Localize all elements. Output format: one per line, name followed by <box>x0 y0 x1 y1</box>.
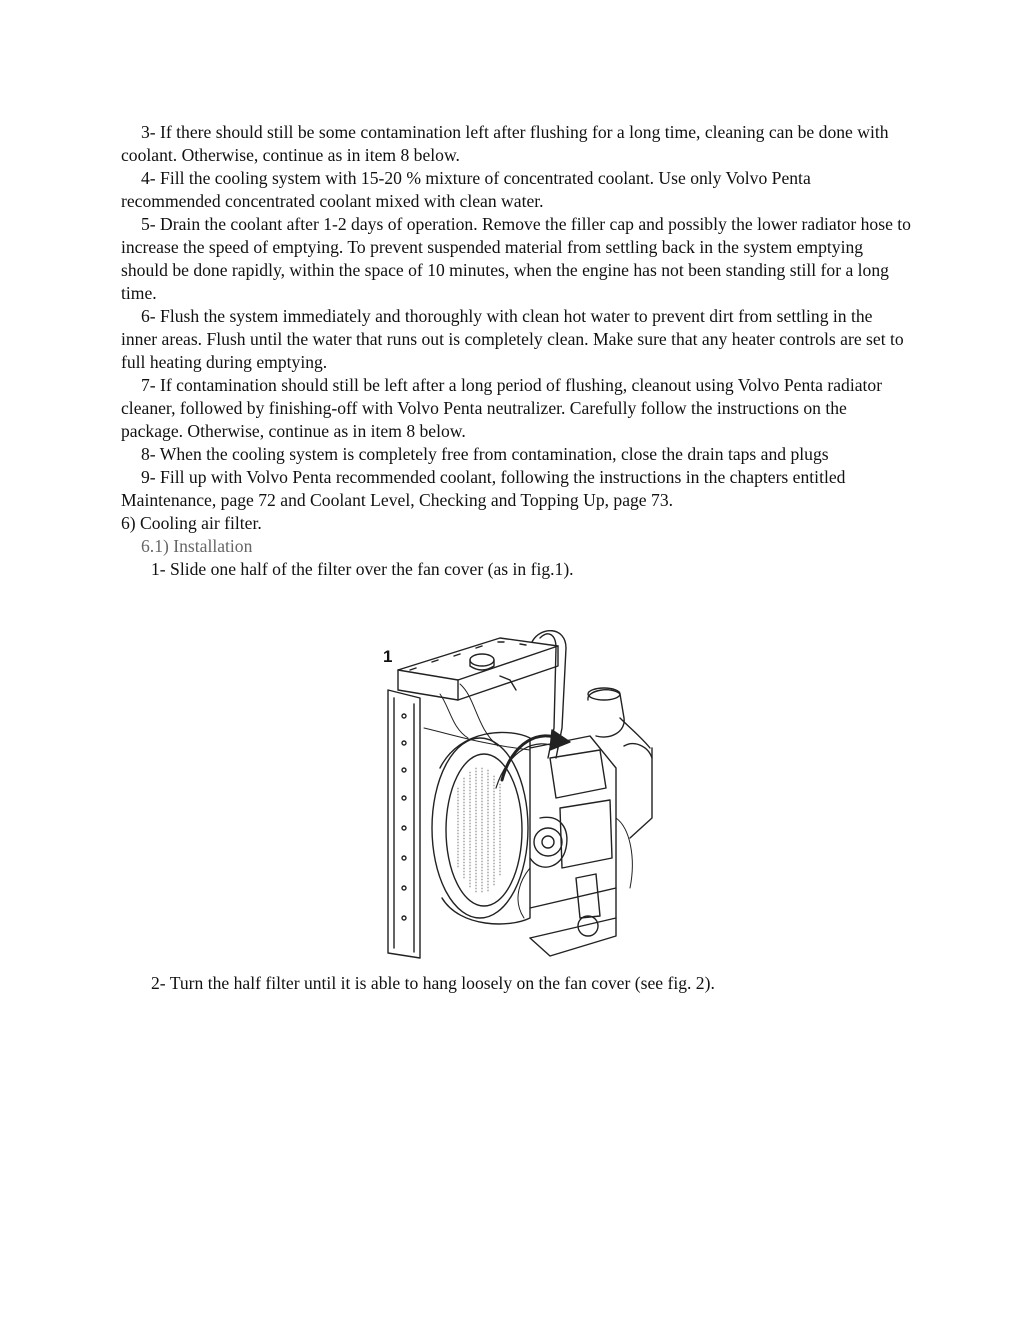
paragraph-step-6: 6- Flush the system immediately and thoroughly with clean hot water to prevent dirt from settling in the inner areas. Flush until the water that runs out is completely clean. Make sure that any heater controls are set to full heating during emptying. <box>121 306 904 372</box>
installation-step-1: 1- Slide one half of the filter over the fan cover (as in fig.1). <box>151 559 574 579</box>
body-text <box>121 121 911 581</box>
paragraph-step-7: 7- If contamination should still be left after a long period of flushing, cleanout using Volvo Penta radiator cleaner, followed by finishing-off with Volvo Penta neutralizer. Carefully follow the instructions on the package. Otherwise, continue as in item 8 below. <box>121 375 883 441</box>
paragraph-step-4: 4- Fill the cooling system with 15-20 % mixture of concentrated coolant. Use only Volvo Penta recommended concentrated coolant mixed with clean water. <box>121 168 811 211</box>
paragraph-step-5: 5- Drain the coolant after 1-2 days of operation. Remove the filler cap and possibly the lower radiator hose to increase the speed of emptying. To prevent suspended material from settling back in the system emptying should be done rapidly, within the space of 10 minutes, when the engine has not been standing still for a long time. <box>121 214 911 303</box>
subsection-heading: 6.1) Installation <box>141 536 253 556</box>
engine-fan-cover-illustration <box>380 618 655 963</box>
figure-label: 1 <box>383 647 393 666</box>
paragraph-step-3: 3- If there should still be some contamination left after flushing for a long time, cleaning can be done with coolant. Otherwise, continue as in item 8 below. <box>121 122 889 165</box>
section-heading: 6) Cooling air filter. <box>121 513 262 533</box>
paragraph-step-9: 9- Fill up with Volvo Penta recommended coolant, following the instructions in the chapters entitled Maintenance, page 72 and Coolant Level, Checking and Topping Up, page 73. <box>121 467 846 510</box>
installation-step-2: 2- Turn the half filter until it is able to hang loosely on the fan cover (see fig. 2). <box>151 973 715 993</box>
paragraph-step-8: 8- When the cooling system is completely free from contamination, close the drain taps and plugs <box>141 444 829 464</box>
